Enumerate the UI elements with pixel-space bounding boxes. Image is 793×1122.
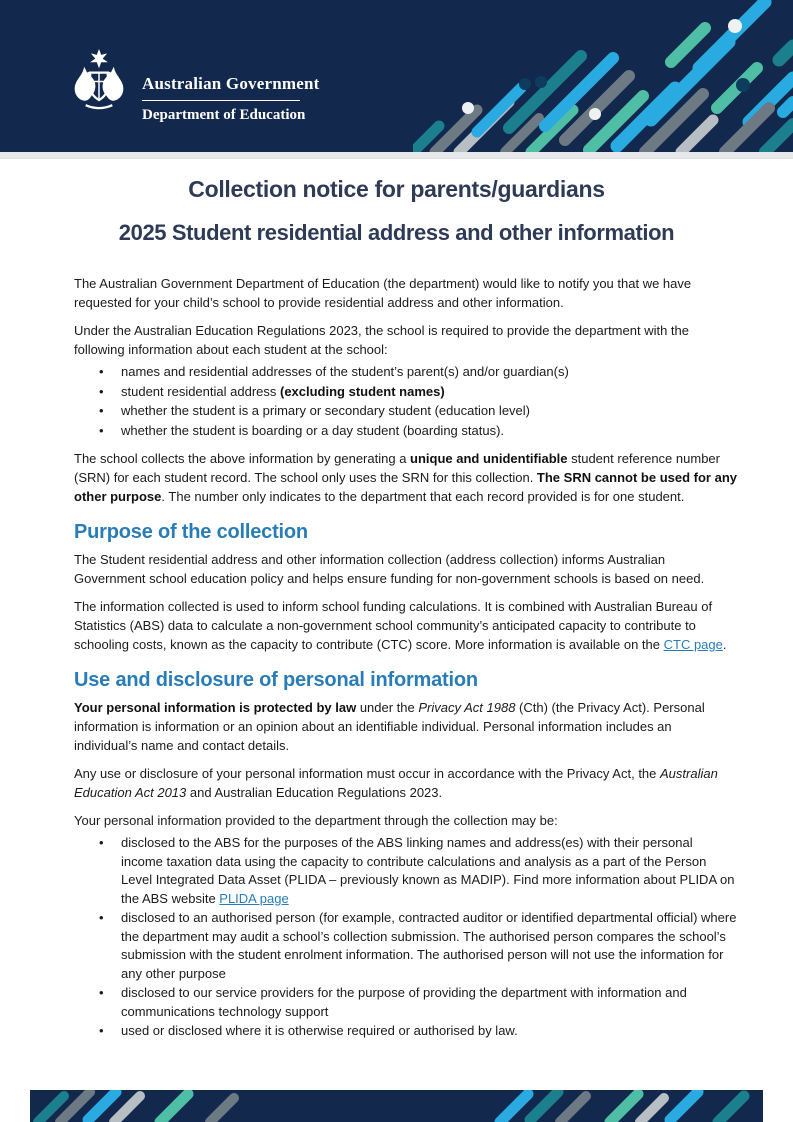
page-subtitle: 2025 Student residential address and other information — [118, 220, 675, 245]
disclosure-paragraph-3: Your personal information provided to the department through the collection may be: — [74, 813, 558, 828]
collected-info-list — [74, 363, 737, 440]
logo-line-department: Department of Education — [142, 107, 306, 123]
intro-paragraph-1: The Australian Government Department of Education (the department) would like to notify you that we have requested for your child’s school to provide residential address and other information. — [74, 276, 692, 310]
government-logotype — [142, 74, 320, 124]
disclosure-paragraph-2: Any use or disclosure of your personal information must occur in accordance with the Privacy Act, the Australian Education Act 2013 and Australian Education Regulations 2023. — [74, 766, 718, 800]
footer-banner — [30, 1090, 763, 1122]
inline-link[interactable]: PLIDA page — [219, 890, 289, 906]
list-item: • disclosed to our service providers for the purpose of providing the department with information and communications technology support — [121, 984, 737, 1021]
header-separator — [0, 152, 793, 159]
list-item: • names and residential addresses of the student’s parent(s) and/or guardian(s) — [121, 363, 737, 382]
disclosure-paragraph-1: Your personal information is protected by law under the Privacy Act 1988 (Cth) (the Privacy Act). Personal information is information or an opinion about an identifiable individual. Personal information includes an individual’s name and contact details. — [74, 700, 705, 753]
bold-text: (excluding student names) — [279, 383, 445, 399]
intro-paragraph-2: Under the Australian Education Regulations 2023, the school is required to provide the department with the following information about each student at the school: — [74, 323, 689, 357]
section-heading-purpose: Purpose of the collection — [74, 521, 308, 543]
bold-text: unique and unidentifiable — [410, 451, 568, 466]
diagonal-stripes-decoration — [413, 0, 793, 152]
list-item: • student residential address (excluding student names) — [121, 383, 737, 402]
document-body — [74, 274, 737, 1041]
italic-text: Australian Education Act 2013 — [74, 766, 718, 800]
inline-link[interactable]: CTC page — [663, 637, 723, 652]
coat-of-arms-icon — [62, 46, 136, 120]
footer-stripes-decoration — [30, 1090, 763, 1122]
list-item: • disclosed to the ABS for the purposes of the ABS linking names and address(es) with their personal income taxation data using the capacity to contribute calculations and analysis as a part of the Person Level Integrated Data Asset (PLIDA – previously known as MADIP). Find more information about PLIDA on the ABS website PLIDA page — [121, 834, 737, 908]
bold-text: Your personal information is protected by law — [74, 700, 357, 715]
srn-paragraph: The school collects the above information by generating a unique and unidentifiable student reference number (SRN) for each student record. The school only uses the SRN for this collection. The SRN cannot be used for any other purpose. The number only indicates to the department that each record provided is for one student. — [74, 451, 738, 504]
list-item: • used or disclosed where it is otherwise required or authorised by law. — [121, 1022, 737, 1041]
list-item: • disclosed to an authorised person (for example, contracted auditor or identified departmental official) where the department may audit a school’s collection submission. The authorised person compares the school’s submission with the student enrolment information. The authorised person will not use the information for any other purpose — [121, 909, 737, 983]
bold-text: The SRN cannot be used for any other purpose — [74, 470, 738, 504]
italic-text: Privacy Act 1988 — [418, 700, 516, 715]
header-banner — [0, 0, 793, 152]
section-heading-disclosure: Use and disclosure of personal information — [74, 669, 478, 691]
list-item: • whether the student is boarding or a day student (boarding status). — [121, 422, 737, 441]
list-item: • whether the student is a primary or secondary student (education level) — [121, 402, 737, 421]
logo-divider — [142, 100, 300, 101]
purpose-paragraph-1: The Student residential address and other information collection (address collection) informs Australian Government school education policy and helps ensure funding for non-government schools is based on need. — [74, 552, 705, 586]
purpose-paragraph-2: The information collected is used to inform school funding calculations. It is combined with Australian Bureau of Statistics (ABS) data to calculate a non-government school community’s anticipated capacity to contribute to schooling costs, known as the capacity to contribute (CTC) score. More information is available on the CTC page. — [74, 599, 727, 652]
disclosure-list — [74, 834, 737, 1041]
page-title: Collection notice for parents/guardians — [188, 176, 605, 202]
logo-line-government: Australian Government — [142, 74, 320, 93]
